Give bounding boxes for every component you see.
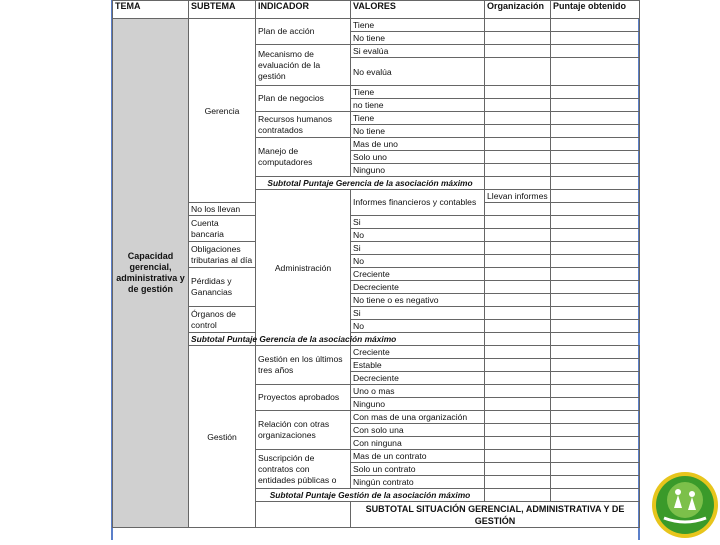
valor-cell: Con mas de una organización <box>351 411 485 424</box>
puntaje-cell[interactable] <box>551 164 640 177</box>
final-subtotal: SUBTOTAL SITUACIÓN GERENCIAL, ADMINISTRATIVA Y DE GESTIÓN <box>351 502 640 528</box>
org-cell[interactable] <box>485 385 551 398</box>
puntaje-cell[interactable] <box>551 489 640 502</box>
indicador-plan-accion: Plan de acción <box>256 19 351 45</box>
final-tema-blank <box>256 502 351 528</box>
org-cell[interactable] <box>485 112 551 125</box>
valor-cell: No evalúa <box>351 58 485 86</box>
puntaje-cell[interactable] <box>551 125 640 138</box>
valor-cell: Creciente <box>351 346 485 359</box>
org-cell[interactable] <box>485 216 551 229</box>
puntaje-cell[interactable] <box>551 450 640 463</box>
org-cell[interactable] <box>485 255 551 268</box>
org-cell[interactable] <box>485 359 551 372</box>
valor-cell: Solo un contrato <box>351 463 485 476</box>
subtotal-administracion: Subtotal Puntaje Gerencia de la asociación máximo <box>189 333 351 346</box>
org-cell[interactable] <box>485 307 551 320</box>
org-cell[interactable] <box>485 242 551 255</box>
evaluation-table <box>112 0 640 528</box>
organization-logo-icon <box>650 470 720 540</box>
puntaje-cell[interactable] <box>551 320 640 333</box>
valor-cell: No tiene <box>351 32 485 45</box>
indicador-cuenta: Cuenta bancaria <box>189 216 256 242</box>
puntaje-cell[interactable] <box>551 424 640 437</box>
puntaje-cell[interactable] <box>551 99 640 112</box>
org-cell[interactable] <box>485 138 551 151</box>
valor-cell: Solo uno <box>351 151 485 164</box>
puntaje-cell[interactable] <box>551 294 640 307</box>
puntaje-cell[interactable] <box>551 411 640 424</box>
puntaje-cell[interactable] <box>551 86 640 99</box>
org-cell[interactable] <box>485 294 551 307</box>
subtema-gerencia: Gerencia <box>189 19 256 203</box>
puntaje-cell[interactable] <box>551 32 640 45</box>
puntaje-cell[interactable] <box>551 372 640 385</box>
puntaje-cell[interactable] <box>551 216 640 229</box>
valor-cell: Con ninguna <box>351 437 485 450</box>
valor-cell: Ningún contrato <box>351 476 485 489</box>
org-cell[interactable] <box>485 125 551 138</box>
valor-cell: Ninguno <box>351 398 485 411</box>
indicador-computadores: Manejo de computadores <box>256 138 351 177</box>
org-cell[interactable] <box>485 32 551 45</box>
valor-cell: Con solo una <box>351 424 485 437</box>
puntaje-cell[interactable] <box>551 255 640 268</box>
org-cell[interactable] <box>485 164 551 177</box>
org-cell[interactable] <box>485 229 551 242</box>
org-cell[interactable] <box>485 346 551 359</box>
puntaje-cell[interactable] <box>551 346 640 359</box>
indicador-mecanismo: Mecanismo de evaluación de la gestión <box>256 45 351 86</box>
subtema-gestion: Gestión <box>189 346 256 528</box>
org-cell[interactable] <box>551 190 640 203</box>
puntaje-cell[interactable] <box>551 268 640 281</box>
valor-cell: Estable <box>351 359 485 372</box>
header-subtema: SUBTEMA <box>189 1 256 19</box>
org-cell[interactable] <box>485 450 551 463</box>
puntaje-cell[interactable] <box>485 333 551 346</box>
subtotal-gestion: Subtotal Puntaje Gestión de la asociación máximo <box>256 489 485 502</box>
puntaje-cell[interactable] <box>551 229 640 242</box>
valor-cell: Mas de un contrato <box>351 450 485 463</box>
indicador-obligaciones: Obligaciones tributarias al día <box>189 242 256 268</box>
header-indicador: INDICADOR <box>256 1 351 19</box>
valor-cell: Si evalúa <box>351 45 485 58</box>
puntaje-cell[interactable] <box>551 151 640 164</box>
puntaje-cell[interactable] <box>551 203 640 216</box>
header-valores: VALORES <box>351 1 485 19</box>
puntaje-cell[interactable] <box>551 476 640 489</box>
org-cell[interactable] <box>485 411 551 424</box>
header-puntaje: Puntaje obtenido <box>551 1 640 19</box>
puntaje-cell[interactable] <box>551 58 640 86</box>
puntaje-cell[interactable] <box>551 45 640 58</box>
org-cell[interactable] <box>485 203 551 216</box>
puntaje-cell[interactable] <box>551 437 640 450</box>
valor-cell: Decreciente <box>351 281 485 294</box>
org-cell[interactable] <box>485 45 551 58</box>
puntaje-cell[interactable] <box>551 242 640 255</box>
indicador-suscripcion: Suscripción de contratos con entidades públicas o <box>256 450 351 489</box>
valor-cell: Ninguno <box>351 164 485 177</box>
valor-cell: Llevan informes <box>485 190 551 203</box>
valor-cell: No <box>351 229 485 242</box>
indicador-relacion: Relación con otras organizaciones <box>256 411 351 450</box>
puntaje-cell[interactable] <box>551 359 640 372</box>
valor-cell: No tiene o es negativo <box>351 294 485 307</box>
subtotal-gerencia: Subtotal Puntaje Gerencia de la asociación máximo <box>256 177 485 190</box>
header-organizacion: Organización <box>485 1 551 19</box>
puntaje-cell[interactable] <box>551 307 640 320</box>
indicador-proyectos: Proyectos aprobados <box>256 385 351 411</box>
org-cell[interactable] <box>485 398 551 411</box>
org-cell[interactable] <box>485 437 551 450</box>
valor-cell: No <box>351 255 485 268</box>
valor-cell: No <box>351 320 485 333</box>
indicador-plan-negocios: Plan de negocios <box>256 86 351 112</box>
org-cell[interactable] <box>485 268 551 281</box>
puntaje-cell[interactable] <box>551 112 640 125</box>
valor-cell: Si <box>351 242 485 255</box>
org-cell[interactable] <box>485 99 551 112</box>
valor-cell: Tiene <box>351 112 485 125</box>
org-cell[interactable] <box>485 19 551 32</box>
valor-cell: Si <box>351 216 485 229</box>
puntaje-cell[interactable] <box>551 385 640 398</box>
org-cell[interactable] <box>485 372 551 385</box>
header-tema: TEMA <box>113 1 189 19</box>
valor-cell: Tiene <box>351 86 485 99</box>
org-cell[interactable] <box>485 281 551 294</box>
subtema-administracion: Administración <box>256 190 351 346</box>
org-cell[interactable] <box>485 489 551 502</box>
valor-cell: Mas de uno <box>351 138 485 151</box>
valor-cell: No los llevan <box>189 203 256 216</box>
org-cell[interactable] <box>485 177 551 190</box>
org-cell[interactable] <box>485 320 551 333</box>
puntaje-cell[interactable] <box>551 281 640 294</box>
valor-cell: Decreciente <box>351 372 485 385</box>
valor-cell: no tiene <box>351 99 485 112</box>
valor-cell: Uno o mas <box>351 385 485 398</box>
org-cell[interactable] <box>485 424 551 437</box>
puntaje-cell[interactable] <box>551 138 640 151</box>
header-row <box>113 1 640 19</box>
org-cell[interactable] <box>485 86 551 99</box>
puntaje-cell[interactable] <box>551 177 640 190</box>
indicador-gestion-ultimos: Gestión en los últimos tres años <box>256 346 351 385</box>
indicador-informes: Informes financieros y contables <box>351 190 485 216</box>
valor-cell: Tiene <box>351 19 485 32</box>
puntaje-cell[interactable] <box>551 398 640 411</box>
org-cell[interactable] <box>485 476 551 489</box>
indicador-perdidas: Pérdidas y Ganancias <box>189 268 256 307</box>
org-cell[interactable] <box>485 463 551 476</box>
valor-cell: No tiene <box>351 125 485 138</box>
indicador-organos: Órganos de control <box>189 307 256 333</box>
indicador-recursos: Recursos humanos contratados <box>256 112 351 138</box>
valor-cell: Creciente <box>351 268 485 281</box>
org-cell[interactable] <box>485 151 551 164</box>
puntaje-cell[interactable] <box>551 463 640 476</box>
valor-cell: Si <box>351 307 485 320</box>
puntaje-cell[interactable] <box>551 19 640 32</box>
org-cell[interactable] <box>485 58 551 86</box>
tema-cell: Capacidad gerencial, administrativa y de gestión <box>113 19 189 528</box>
